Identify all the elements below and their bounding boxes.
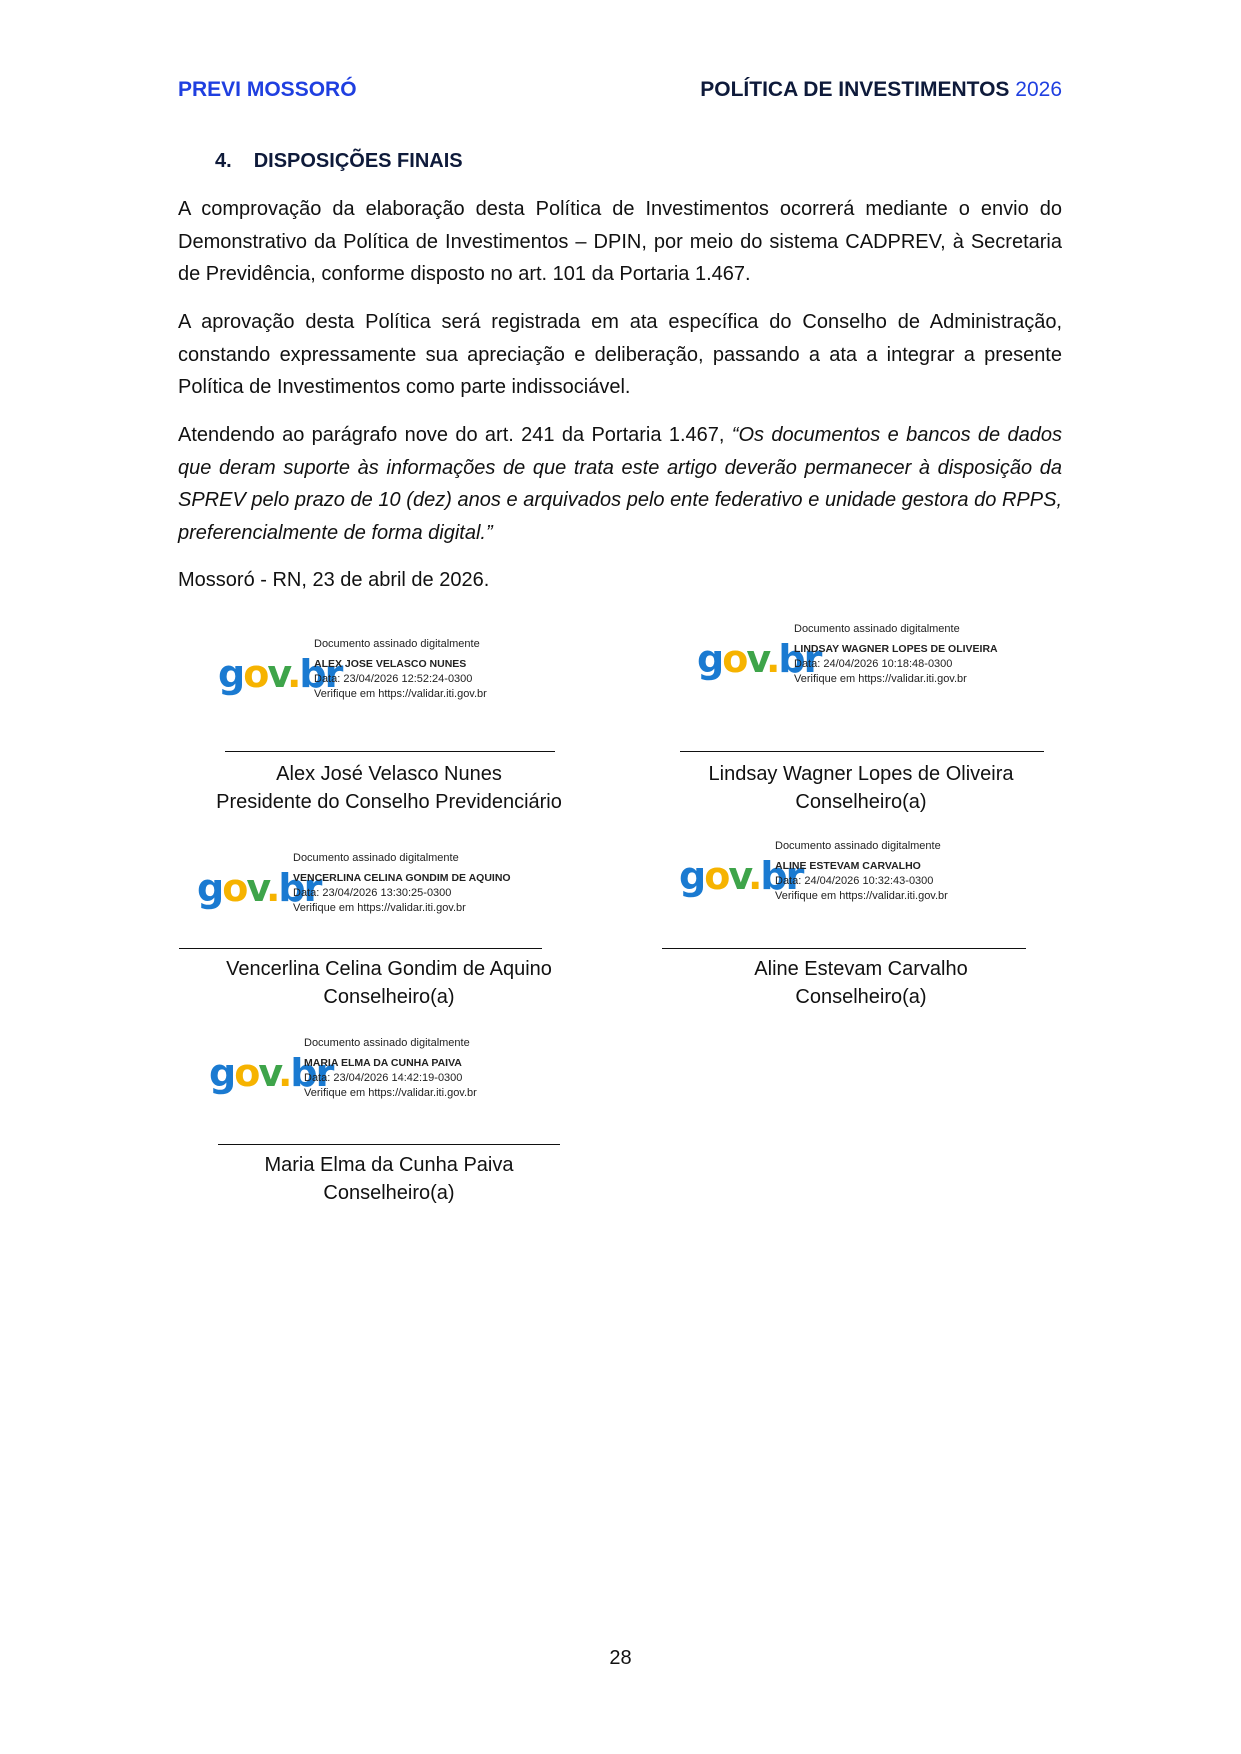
signature-date: Data: 24/04/2026 10:18:48-0300 [794,658,953,670]
signature-verify: Verifique em https://validar.iti.gov.br [775,890,948,902]
header-title [700,78,1062,102]
signatory-role: Conselheiro(a) [323,986,455,1008]
govbr-logo: gov.br [697,637,821,681]
signer-name: MARIA ELMA DA CUNHA PAIVA [304,1057,462,1069]
govbr-logo: gov.br [197,866,321,910]
signature-date: Data: 23/04/2026 13:30:25-0300 [293,887,452,899]
digital-signature-stamp [304,1036,477,1101]
digital-signature-stamp [775,839,948,904]
signature-line [225,751,555,752]
signature-verify: Verifique em https://validar.iti.gov.br [293,902,466,914]
signature-line [218,1144,560,1145]
digital-signature-stamp [314,637,487,702]
signatory [179,955,599,1011]
signature-line [680,751,1044,752]
signer-name: ALINE ESTEVAM CARVALHO [775,860,921,872]
paragraph-3-lead: Atendendo ao parágrafo nove do art. 241 da Portaria 1.467, [178,424,732,446]
signatory-role: Conselheiro(a) [795,791,927,813]
signature-verify: Verifique em https://validar.iti.gov.br [304,1087,477,1099]
signatory [651,955,1071,1011]
signature-caption: Documento assinado digitalmente [304,1037,470,1049]
signatory-role: Conselheiro(a) [795,986,927,1008]
signature-date: Data: 23/04/2026 12:52:24-0300 [314,673,473,685]
signature-verify: Verifique em https://validar.iti.gov.br [314,688,487,700]
signature-caption: Documento assinado digitalmente [794,623,960,635]
signatory [179,1151,599,1207]
govbr-logo: gov.br [679,854,803,898]
digital-signature-stamp [293,851,511,916]
signatory-name: Vencerlina Celina Gondim de Aquino [226,958,552,980]
signature-date: Data: 24/04/2026 10:32:43-0300 [775,875,934,887]
signer-name: ALEX JOSE VELASCO NUNES [314,658,467,670]
signature-caption: Documento assinado digitalmente [775,840,941,852]
header-title-text: POLÍTICA DE INVESTIMENTOS [700,78,1010,101]
govbr-logo: gov.br [209,1051,333,1095]
paragraph-3-quote: “Os documentos e bancos de dados que deram suporte às informações de que trata este artigo deverão permanecer à disposição da SPREV pelo prazo de 10 (dez) anos e arquivados pelo ente federativo e unidade gestora do RPPS, preferencialmente de forma digital.” [178,424,1063,544]
signatory-name: Maria Elma da Cunha Paiva [264,1154,514,1176]
signature-line [179,948,542,949]
signature-caption: Documento assinado digitalmente [314,638,480,650]
signatory-role: Conselheiro(a) [323,1182,455,1204]
signatory-name: Alex José Velasco Nunes [276,763,502,785]
paragraph-2: A aprovação desta Política será registrada em ata específica do Conselho de Administração, constando expressamente sua apreciação e deliberação, passando a ata a integrar a presente Política de Investimentos como parte indissociável. [178,311,1062,398]
signature-caption: Documento assinado digitalmente [293,852,459,864]
signature-verify: Verifique em https://validar.iti.gov.br [794,673,967,685]
header-org: PREVI MOSSORÓ [178,78,357,101]
signer-name: LINDSAY WAGNER LOPES DE OLIVEIRA [794,643,998,655]
section-heading [215,150,463,173]
section-number: 4. [215,150,232,172]
signer-name: VENCERLINA CELINA GONDIM DE AQUINO [293,872,511,884]
place-date: Mossoró - RN, 23 de abril de 2026. [178,569,490,591]
paragraph-1: A comprovação da elaboração desta Política de Investimentos ocorrerá mediante o envio do Demonstrativo da Política de Investimentos – DPIN, por meio do sistema CADPREV, à Secretaria de Previdência, conforme disposto no art. 101 da Portaria 1.467. [178,198,1062,285]
digital-signature-stamp [794,622,998,687]
signatory-name: Lindsay Wagner Lopes de Oliveira [708,763,1014,785]
page-number: 28 [609,1647,632,1669]
section-title: DISPOSIÇÕES FINAIS [253,150,463,172]
signatory [179,760,599,816]
signature-line [662,948,1026,949]
paragraph-3 [178,419,1062,549]
signatory-role: Presidente do Conselho Previdenciário [216,791,562,813]
signatory [651,760,1071,816]
signatory-name: Aline Estevam Carvalho [754,958,968,980]
govbr-logo: gov.br [218,652,342,696]
header-year: 2026 [1015,78,1062,101]
signature-date: Data: 23/04/2026 14:42:19-0300 [304,1072,463,1084]
